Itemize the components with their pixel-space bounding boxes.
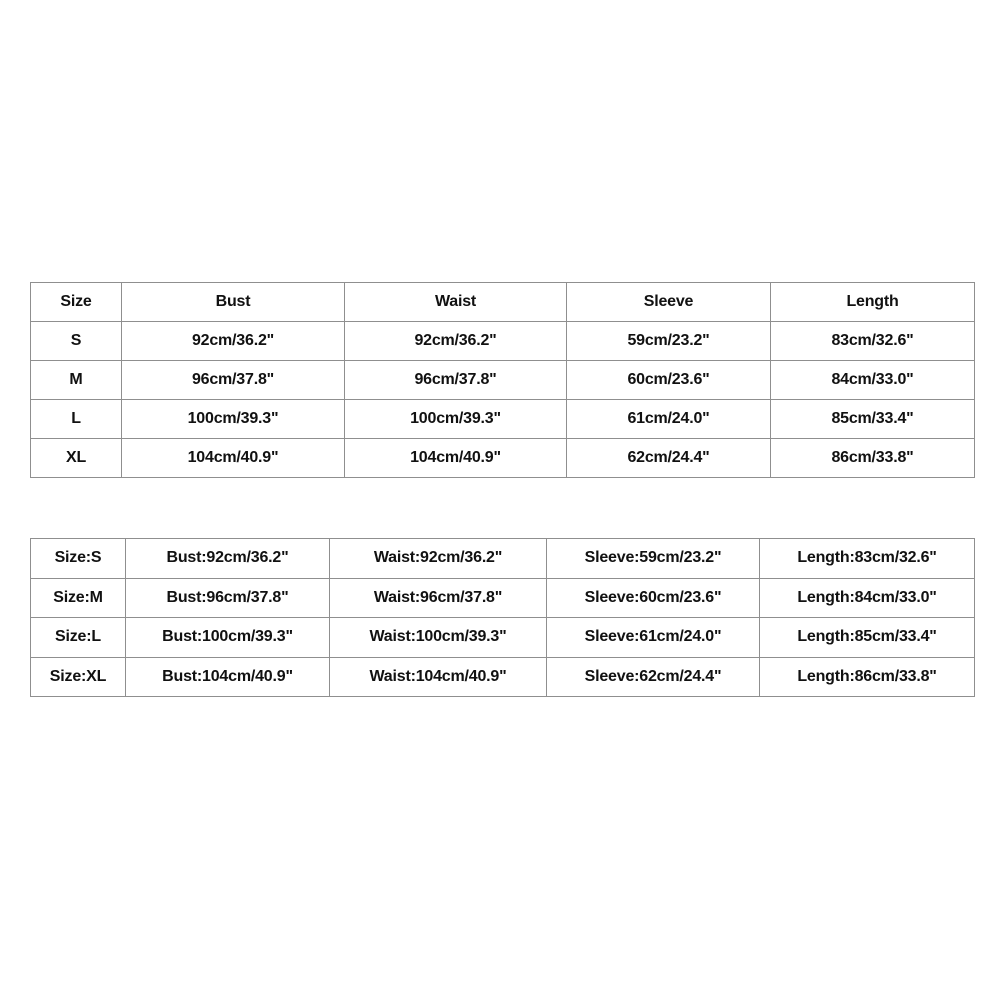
sleeve-cell: Sleeve:61cm/24.0": [547, 618, 760, 658]
bust-cell: 96cm/37.8": [122, 361, 345, 400]
size-cell: Size:S: [31, 539, 126, 579]
bust-cell: Bust:104cm/40.9": [126, 657, 330, 697]
length-cell: 86cm/33.8": [771, 439, 975, 478]
length-cell: 85cm/33.4": [771, 400, 975, 439]
sleeve-cell: Sleeve:59cm/23.2": [547, 539, 760, 579]
waist-cell: 92cm/36.2": [345, 322, 567, 361]
length-cell: 83cm/32.6": [771, 322, 975, 361]
header-cell-sleeve: Sleeve: [567, 283, 771, 322]
length-cell: 84cm/33.0": [771, 361, 975, 400]
table-row: [31, 400, 975, 439]
length-cell: Length:86cm/33.8": [760, 657, 975, 697]
length-cell: Length:83cm/32.6": [760, 539, 975, 579]
header-cell-length: Length: [771, 283, 975, 322]
waist-cell: Waist:100cm/39.3": [330, 618, 547, 658]
size-cell: Size:M: [31, 578, 126, 618]
bust-cell: 92cm/36.2": [122, 322, 345, 361]
size-cell: M: [31, 361, 122, 400]
waist-cell: 96cm/37.8": [345, 361, 567, 400]
size-label-table: [30, 538, 975, 697]
size-cell: Size:L: [31, 618, 126, 658]
size-cell: S: [31, 322, 122, 361]
waist-cell: Waist:96cm/37.8": [330, 578, 547, 618]
table-row: [31, 361, 975, 400]
size-cell: Size:XL: [31, 657, 126, 697]
bust-cell: Bust:96cm/37.8": [126, 578, 330, 618]
table-row: [31, 618, 975, 658]
header-cell-waist: Waist: [345, 283, 567, 322]
table-row: [31, 657, 975, 697]
table-header-row: [31, 283, 975, 322]
sleeve-cell: 60cm/23.6": [567, 361, 771, 400]
waist-cell: 104cm/40.9": [345, 439, 567, 478]
sleeve-cell: Sleeve:60cm/23.6": [547, 578, 760, 618]
bust-cell: Bust:100cm/39.3": [126, 618, 330, 658]
bust-cell: 104cm/40.9": [122, 439, 345, 478]
sleeve-cell: 59cm/23.2": [567, 322, 771, 361]
table-row: [31, 539, 975, 579]
size-cell: L: [31, 400, 122, 439]
sleeve-cell: Sleeve:62cm/24.4": [547, 657, 760, 697]
table-row: [31, 322, 975, 361]
sleeve-cell: 62cm/24.4": [567, 439, 771, 478]
waist-cell: Waist:104cm/40.9": [330, 657, 547, 697]
table-row: [31, 578, 975, 618]
sleeve-cell: 61cm/24.0": [567, 400, 771, 439]
header-cell-size: Size: [31, 283, 122, 322]
waist-cell: Waist:92cm/36.2": [330, 539, 547, 579]
length-cell: Length:85cm/33.4": [760, 618, 975, 658]
bust-cell: 100cm/39.3": [122, 400, 345, 439]
length-cell: Length:84cm/33.0": [760, 578, 975, 618]
table-row: [31, 439, 975, 478]
bust-cell: Bust:92cm/36.2": [126, 539, 330, 579]
size-cell: XL: [31, 439, 122, 478]
size-chart-table: [30, 282, 975, 478]
waist-cell: 100cm/39.3": [345, 400, 567, 439]
header-cell-bust: Bust: [122, 283, 345, 322]
